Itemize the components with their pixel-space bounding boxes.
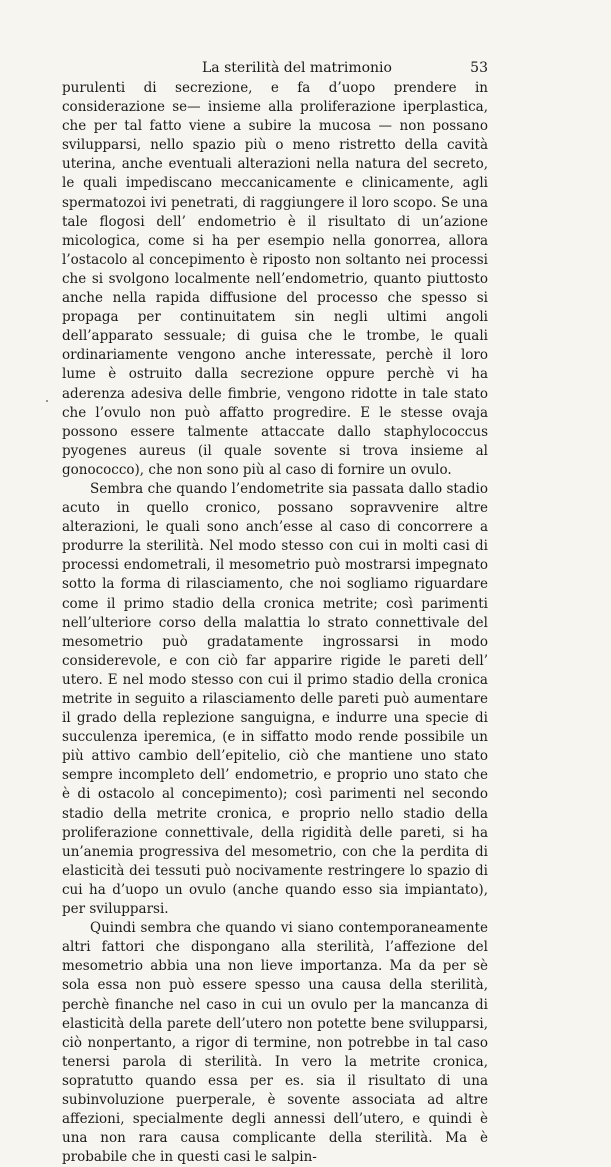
page-number: 53 xyxy=(470,60,488,76)
paragraph-2: Sembra che quando l’endometrite sia passata dallo stadio acuto in quello cronico, possano sopravvenire altre alterazioni, le quali sono anch’esse al caso di concorrere a produrre la sterilità. Nel modo stesso con cui in molti casi di processi endometrali, il mesometrio può mostrarsi impegnato sotto la forma di rilasciamento, che noi sogliamo riguardare come il primo stadio della cronica metrite; così parimenti nell’ulteriore corso della malattia lo strato connettivale del mesometrio può gradatamente ingrossarsi in modo considerevole, e con ciò far apparire rigide le pareti dell’ utero. E nel modo stesso con cui il primo stadio della cronica metrite in seguito a rilasciamento delle pareti può aumentare il grado della replezione sanguigna, e indurre una specie di succulenza iperemica, (e in siffatto modo rende possibile un più attivo cambio dell’epitelio, ciò che mantiene uno stato sempre incompleto dell’ endometrio, e proprio uno stato che è di ostacolo al concepimento); così parimenti nel secondo stadio della metrite cronica, e proprio nello stadio della proliferazione connettivale, della rigidità delle pareti, si ha un’anemia progressiva del mesometrio, con che la perdita di elasticità dei tessuti può nocivamente restringere lo spazio di cui ha d’uopo un ovulo (anche quando esso sia impiantato), per svilupparsi. xyxy=(62,480,488,918)
running-head: La sterilità del matrimonio xyxy=(202,60,392,76)
page-header xyxy=(62,60,488,80)
paragraph-3: Quindi sembra che quando vi siano contemporaneamente altri fattori che dispongano alla sterilità, l’affezione del mesometrio abbia una non lieve importanza. Ma da per sè sola essa non può essere spesso una causa della sterilità, perchè finanche nel caso in cui un ovulo per la mancanza di elasticità della parete dell’utero non potette bene svilupparsi, ciò nonpertanto, a rigor di termine, non potrebbe in tal caso tenersi parola di sterilità. In vero la metrite cronica, sopratutto quando essa per es. sia il risultato di una subinvoluzione puerperale, è sovente associata ad altre affezioni, specialmente degli annessi dell’utero, e quindi è una non rara causa complicante della sterilità. Ma è probabile che in questi casi le salpin- xyxy=(62,920,488,1166)
margin-speck xyxy=(46,400,48,402)
body-text xyxy=(62,79,488,1167)
paragraph-1: purulenti di secrezione, e fa d’uopo prendere in considerazione se— insieme alla proliferazione iperplastica, che per tal fatto viene a subire la mucosa — non possano svilupparsi, nello spazio più o meno ristretto della cavità uterina, anche eventuali alterazioni nella natura del secreto, le quali impediscano meccanicamente e clinicamente, agli spermatozoi ivi penetrati, di raggiungere il loro scopo. Se una tale flogosi dell’ endometrio è il risultato di un’azione micologica, come si ha per esempio nella gonorrea, allora l’ostacolo al concepimento è riposto non soltanto nei processi che si svolgono localmente nell’endometrio, quanto piuttosto anche nella rapida diffusione del processo che spesso si propaga per continuitatem sin negli ultimi angoli dell’apparato sessuale; di guisa che le trombe, le quali ordinariamente vengono anche interessate, perchè il loro lume è ostruito dalla secrezione oppure perchè vi ha aderenza adesiva delle fimbrie, vengono ridotte in tale stato che l’ovulo non può affatto progredire. E le stesse ovaja possono essere talmente attaccate dallo staphylococcus pyogenes aureus (il quale sovente si trova insieme al gonococco), che non sono più al caso di fornire un ovulo. xyxy=(62,80,488,478)
